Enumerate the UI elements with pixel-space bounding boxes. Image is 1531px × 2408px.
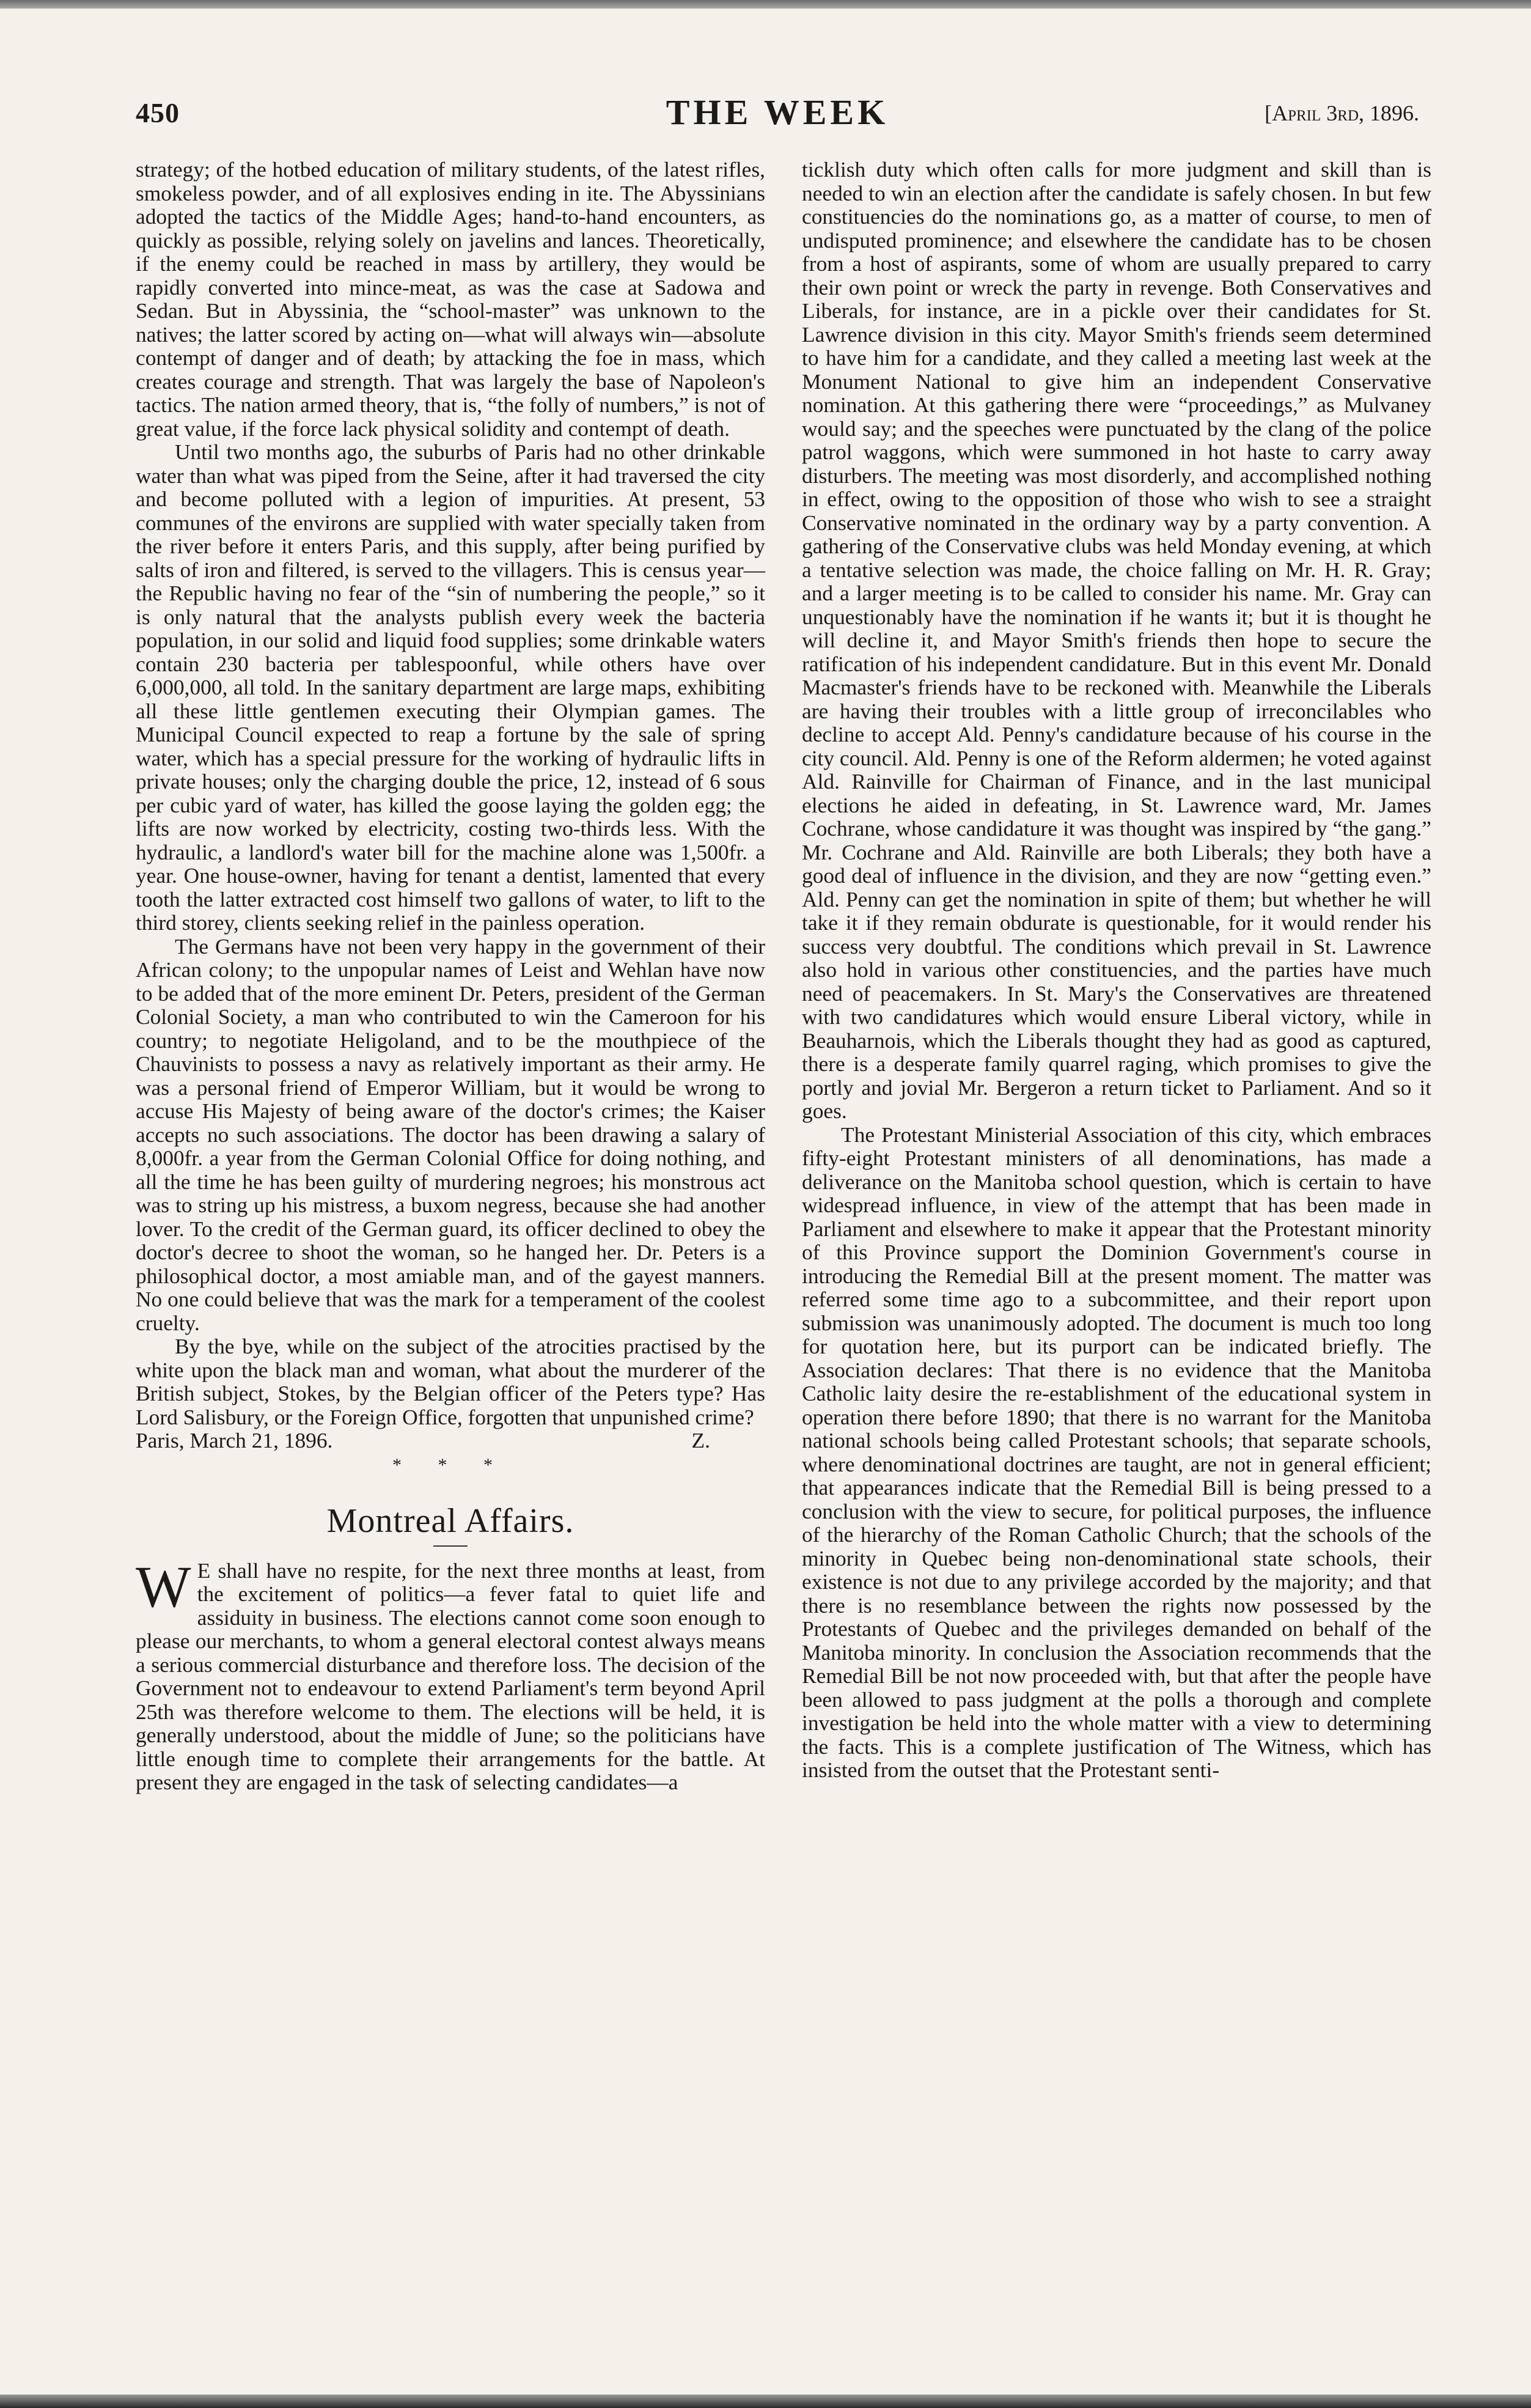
dateline: Paris, March 21, 1896.: [136, 1428, 333, 1453]
title-rule: [433, 1545, 468, 1547]
article-paragraph: ticklish duty which often calls for more judgment and skill than is needed to win an election after the candidate is safely chosen. In but few constituencies do the nominations go, as a matter of course, to men of undisputed prominence; and elsewhere the candidate has to be chosen from a host of aspirants, some of whom are usually prepared to carry their own point or wreck the party in revenge. Both Conservatives and Liberals, for instance, are in a pickle over their candidates for St. Lawrence division in this city. Mayor Smith's friends seem determined to have him for a candidate, and they called a meeting last week at the Monument National to give him an independent Conservative nomination. At this gathering there were “proceedings,” as Mulvaney would say; and the speeches were punctuated by the clang of the police patrol waggons, which were summoned in hot haste to carry away disturbers. The meeting was most disorderly, and accomplished nothing in effect, owing to the opposition of those who wish to see a straight Conservative nominated in the ordinary way by a party convention. A gathering of the Conservative clubs was held Monday evening, at which a tentative selection was made, the choice falling on Mr. H. R. Gray; and a larger meeting is to be called to consider his name. Mr. Gray can unquestionably have the nomination if he wants it; but it is thought he will decline it, and Mayor Smith's friends then hope to secure the ratification of his independent candidature. But in this event Mr. Donald Macmaster's friends have to be reckoned with. Meanwhile the Liberals are having their troubles with a little group of irreconcilables who decline to accept Ald. Penny's candidature because of his course in the city council. Ald. Penny is one of the Reform aldermen; he voted against Ald. Rainville for Chairman of Finance, and in the last municipal elections he aided in defeating, in St. Lawrence ward, Mr. James Cochrane, whose candidature it was thought was inspired by “the gang.” Mr. Cochrane and Ald. Rainville are both Liberals; they both have a good deal of influence in the division, and they are now “getting even.” Ald. Penny can get the nomination in spite of them; but whether he will take it if they remain obdurate is questionable, for it would render his success very doubtful. The conditions which prevail in St. Lawrence also hold in various other constituencies, and the parties have much need of peacemakers. In St. Mary's the Conservatives are threatened with two candidatures which would ensure Liberal victory, while in Beauharnois, which the Liberals thought they had as good as captured, there is a desperate family quarrel raging, which promises to give the portly and jovial Mr. Bergeron a return ticket to Parliament. And so it goes.: [802, 157, 1432, 1123]
top-border-rule: [0, 0, 1531, 9]
journal-title: THE WEEK: [666, 92, 889, 132]
article-paragraph: strategy; of the hotbed education of military students, of the latest rifles, smokeless powder, and of all explosives ending in ite. The Abyssinians adopted the tactics of the Middle Ages; hand-to-hand encounters, as quickly as possible, relying solely on javelins and lances. Theoretically, if the enemy could be reached in mass by artillery, they would be rapidly converted into mince-meat, as was the case at Sadowa and Sedan. But in Abyssinia, the “school-master” was unknown to the natives; the latter scored by acting on—what will always win—absolute contempt of danger and of death; by attacking the foe in mass, which creates courage and strength. That was largely the base of Napoleon's tactics. The nation armed theory, that is, “the folly of numbers,” is not of great value, if the force lack physical solidity and contempt of death.: [136, 157, 765, 441]
page-number: 450: [136, 97, 180, 128]
author-signature: Z.: [691, 1428, 710, 1453]
page-header: [136, 92, 1419, 134]
issue-date: [April 3rd, 1896.: [1265, 101, 1419, 125]
section-separator: * * *: [392, 1454, 508, 1475]
article-paragraph: The Protestant Ministerial Association of this city, which embraces fifty-eight Protestant ministers of all denominations, has made a deliverance on the Manitoba school question, which is certain to have widespread influence, in view of the attempt that has been made in Parliament and elsewhere to make it appear that the Protestant minority of this Province support the Dominion Government's course in introducing the Remedial Bill at the present moment. The matter was referred some time ago to a subcommittee, and their report upon submission was unanimously adopted. The document is much too long for quotation here, but its purport can be indicated briefly. The Association declares: That there is no evidence that the Manitoba Catholic laity desire the re-establishment of the educational system in operation there before 1890; that there is no warrant for the Manitoba national schools being called Protestant schools; that separate schools, where denominational doctrines are taught, are not in general efficient; that appearances indicate that the Remedial Bill is being pressed to a conclusion with the view to secure, for political purposes, the influence of the hierarchy of the Roman Catholic Church; that the schools of the minority in Quebec being non-denominational state schools, their existence is not due to any privilege accorded by the majority; and that there is no resemblance between the rights now possessed by the Protestants of Quebec and the privileges demanded on behalf of the Manitoba minority. In conclusion the Association recommends that the Remedial Bill be not now proceeded with, but that after the people have been allowed to pass judgment at the polls a thorough and complete investigation be held into the whole matter with a view to determining the facts. This is a complete justification of The Witness, which has insisted from the outset that the Protestant senti-: [802, 1122, 1431, 1782]
section-title: Montreal Affairs.: [326, 1501, 575, 1540]
article-paragraph: [136, 1553, 765, 1794]
left-column: [136, 158, 765, 1794]
drop-cap: W: [136, 1553, 191, 1619]
article-paragraph: The Germans have not been very happy in the government of their African colony; to the unpopular names of Leist and Wehlan have now to be added that of the more eminent Dr. Peters, president of the German Colonial Society, a man who contributed to win the Cameroon for his country; to negotiate Heligoland, and to be the mouthpiece of the Chauvinists to possess a navy as relatively important as their army. He was a personal friend of Emperor William, but it would be wrong to accuse His Majesty of being aware of the doctor's crimes; the Kaiser accepts no such associations. The doctor has been drawing a salary of 8,000fr. a year from the German Colonial Office for doing nothing, and all the time he has been guilty of murdering negroes; his monstrous act was to string up his mistress, a buxom negress, because she had another lover. To the credit of the German guard, its officer declined to obey the doctor's decree to shoot the woman, so he hanged her. Dr. Peters is a philosophical doctor, a most amiable man, and of the gayest manners. No one could believe that was the mark for a temperament of the coolest cruelty.: [136, 933, 765, 1335]
paragraph-text: By the bye, while on the subject of the atrocities practised by the white upon the black man and woman, what about the murderer of the British subject, Stokes, by the Belgian officer of the Peters type? Has Lord Salisbury, or the Foreign Office, forgotten that unpunished crime?: [136, 1334, 765, 1429]
bottom-border-rule: [0, 2395, 1531, 2408]
article-paragraph: Until two months ago, the suburbs of Paris had no other drinkable water than what was piped from the Seine, after it had traversed the city and become polluted with a legion of impurities. At present, 53 communes of the environs are supplied with water specially taken from the river before it enters Paris, and this supply, after being purified by salts of iron and filtered, is served to the villagers. This is census year—the Republic having no fear of the “sin of numbering the people,” so it is only natural that the analysts publish every week the bacteria population, in our solid and liquid food supplies; some drinkable waters contain 230 bacteria per tablespoonful, while others have over 6,000,000, all told. In the sanitary department are large maps, exhibiting all these little gentlemen executing their Olympian games. The Municipal Council expected to reap a fortune by the sale of spring water, which has a special pressure for the working of hydraulic lifts in private houses; only the charging double the price, 12, instead of 6 sous per cubic yard of water, has killed the goose laying the golden egg; the lifts are now worked by electricity, costing two-thirds less. With the hydraulic, a landlord's water bill for the machine alone was 1,500fr. a year. One house-owner, having for tenant a dentist, lamented that every tooth the latter extracted cost himself two gallons of water, to lift to the third storey, clients seeking relief in the painless operation.: [136, 440, 765, 935]
right-column: [802, 158, 1431, 1782]
paragraph-text: E shall have no respite, for the next three months at least, from the excitement of politics—a fever fatal to quiet life and assiduity in business. The elections cannot come soon enough to please our merchants, to whom a general electoral contest always means a serious commercial disturbance and therefore loss. The decision of the Government not to endeavour to extend Parliament's term beyond April 25th was therefore welcome to them. The elections will be held, it is generally understood, about the middle of June; so the politicians have little enough time to complete their arrangements for the battle. At present they are engaged in the task of selecting candidates—a: [136, 1558, 765, 1794]
